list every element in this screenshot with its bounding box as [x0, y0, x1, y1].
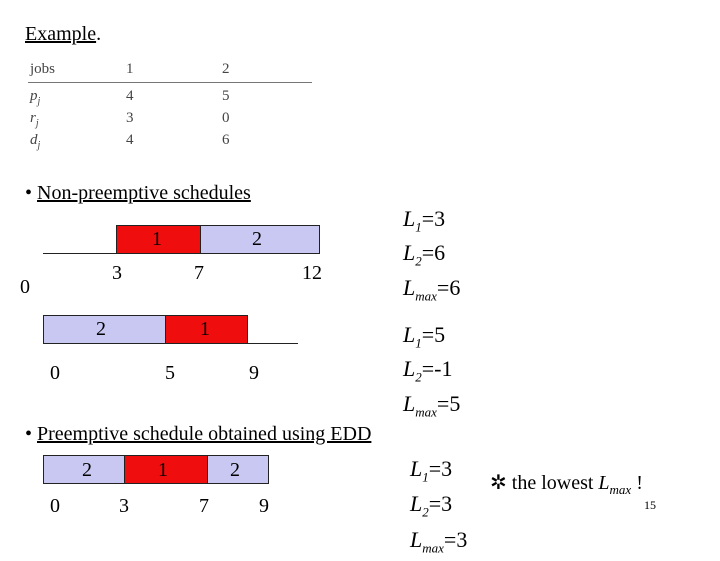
schedule-1-results: $L_1=3$ $L_2=6$ $L_{max}=6$ [403, 206, 461, 304]
idle-timeline [248, 343, 298, 344]
job-2-label: 2 [230, 459, 240, 481]
table-cell: 4 [126, 132, 134, 148]
job-2-label: 2 [96, 318, 106, 340]
job-1-label: 1 [200, 318, 210, 340]
table-cell: 5 [222, 88, 230, 104]
row-label-p: $p_j$ [30, 88, 41, 107]
jobs-header-col-1: 1 [126, 61, 134, 77]
tick-label: 5 [165, 362, 175, 384]
star-icon: ✲ [490, 472, 507, 494]
schedule-3-results: $L_1=3$ $L_2=3$ $L_{max}=3$ [410, 456, 468, 556]
tick-label: 3 [112, 262, 122, 284]
preemptive-heading: • Preemptive schedule obtained using EDD [25, 423, 372, 445]
slide-title: Example. [25, 23, 102, 45]
jobs-header-col-2: 2 [222, 61, 230, 77]
tick-label: 9 [259, 495, 269, 517]
idle-timeline [43, 253, 116, 254]
lowest-lmax-note: ✲ the lowest $L_{max}$ ! [490, 472, 643, 497]
schedule-2-results: $L_1=5$ $L_2=-1$ $L_{max}=5$ [403, 322, 461, 420]
table-cell: 0 [222, 110, 230, 126]
tick-label: 12 [302, 262, 322, 284]
table-cell: 6 [222, 132, 230, 148]
row-label-d: $d_j$ [30, 132, 41, 151]
table-cell: 4 [126, 88, 134, 104]
tick-label: 7 [199, 495, 209, 517]
job-2-label: 2 [82, 459, 92, 481]
job-1-label: 1 [152, 228, 162, 250]
tick-label: 7 [194, 262, 204, 284]
tick-label: 9 [249, 362, 259, 384]
table-rule [28, 82, 312, 83]
jobs-header-label: jobs [30, 61, 56, 77]
job-1-label: 1 [158, 459, 168, 481]
job-2-label: 2 [252, 228, 262, 250]
tick-label: 3 [119, 495, 129, 517]
table-cell: 3 [126, 110, 134, 126]
tick-label: 0 [20, 276, 30, 298]
tick-label: 0 [50, 362, 60, 384]
row-label-r: $r_j$ [30, 110, 39, 129]
nonpreemptive-heading: • Non-preemptive schedules [25, 182, 251, 204]
tick-label: 0 [50, 495, 60, 517]
page-number: 15 [644, 498, 656, 512]
